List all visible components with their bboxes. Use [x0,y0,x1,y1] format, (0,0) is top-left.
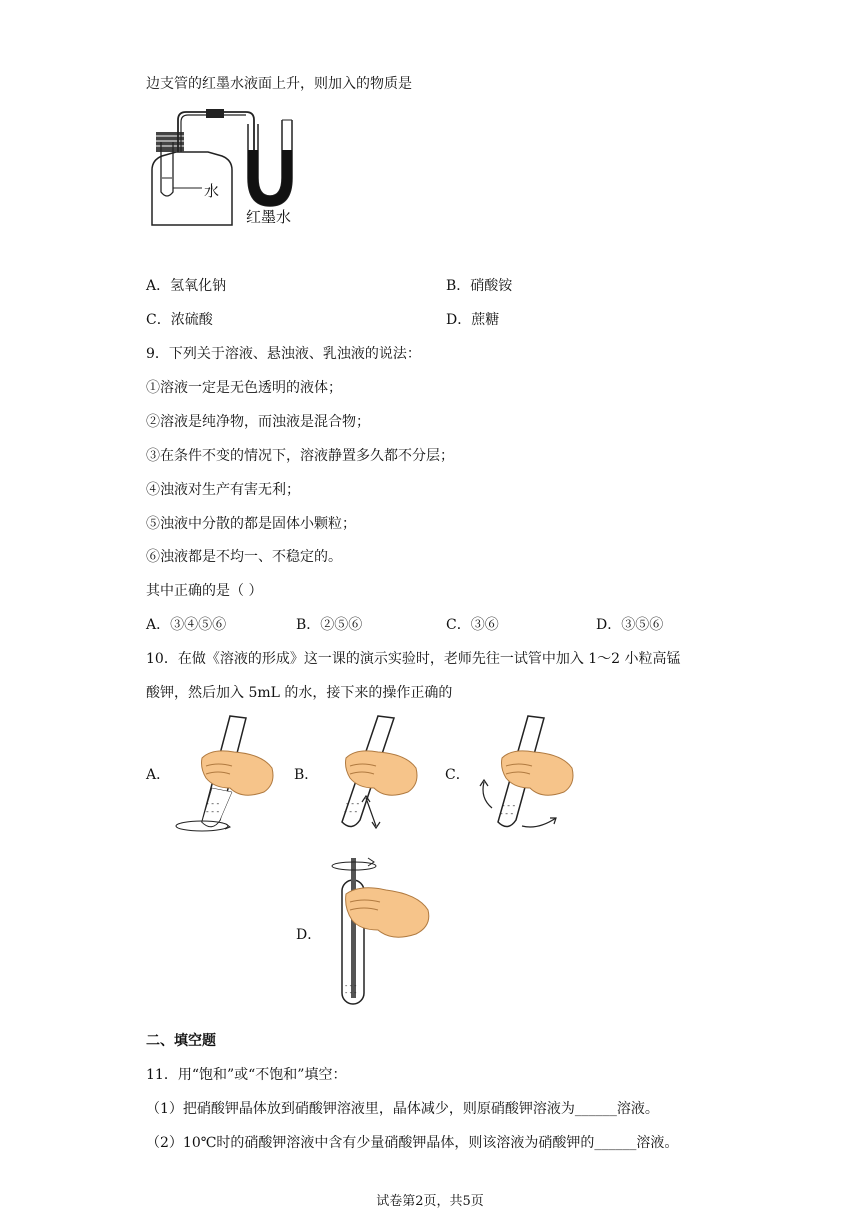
option-letter: B． [446,278,471,294]
shake-arrow-icon [366,798,376,826]
option-letter: A． [146,278,171,294]
page-footer: 试卷第2页，共5页 [376,1194,484,1209]
option-text: 氢氧化钠 [170,278,227,294]
q10-figure-d [316,854,436,1010]
rubber-connector [206,109,224,118]
q11-stem: 11．用“饱和”或“不饱和”填空： [146,1067,347,1083]
q9-item-3: ③在条件不变的情况下，溶液静置多久都不分层； [146,448,454,464]
q10-figure-b [316,708,426,838]
svg-text:- - -: - - - [345,982,357,990]
q9-stem: 9．下列关于溶液、悬浊液、乳浊液的说法： [146,346,421,362]
q10-stem-line-2: 酸钾，然后加入 5mL 的水，接下来的操作正确的 [146,685,453,701]
q10-option-c-letter[interactable]: C． [445,767,470,783]
option-text: ③⑤⑥ [621,617,664,633]
svg-text:- - -: - - - [346,799,360,808]
svg-text:- - -: - - - [344,807,358,816]
red-ink-label: 红墨水 [246,208,292,226]
glass-rod [351,858,356,998]
q9-item-2: ②溶液是纯净物，而浊液是混合物； [146,414,370,430]
q11-sub-2: （2）10℃时的硝酸钾溶液中含有少量硝酸钾晶体，则该溶液为硝酸钾的______溶液。 [146,1135,679,1151]
q9-item-5: ⑤浊液中分散的都是固体小颗粒； [146,516,356,532]
q9-option-d[interactable] [596,616,663,634]
option-text: ③④⑤⑥ [170,617,227,633]
option-letter: B． [296,617,321,633]
q11-sub-1: （1）把硝酸钾晶体放到硝酸钾溶液里，晶体减少，则原硝酸钾溶液为______溶液。 [146,1101,659,1117]
option-letter: C． [446,617,471,633]
option-letter: C． [146,312,171,328]
q9-item-4: ④浊液对生产有害无利； [146,482,300,498]
svg-text:- - -: - - - [206,799,220,808]
q10-stem-line-1: 10．在做《溶液的形成》这一课的演示实验时，老师先往一试管中加入 1～2 小粒高锰 [146,651,681,667]
q9-option-b[interactable] [296,616,362,634]
q9-ask: 其中正确的是（ ） [146,583,263,599]
red-ink-liquid [248,150,292,206]
q8-option-a[interactable] [146,277,226,295]
q10-option-a-letter[interactable]: A． [146,767,171,783]
q8-stem-end: 边支管的红墨水液面上升，则加入的物质是 [146,76,412,92]
water-label: 水 [204,182,220,200]
svg-text:- - -: - - - [500,809,514,818]
q10-figure-a [172,708,282,838]
option-text: 硝酸铵 [470,278,513,294]
q10-figure-c [472,708,592,838]
option-text: 蔗糖 [471,312,500,328]
q10-option-d-letter[interactable]: D． [296,927,322,943]
q8-option-d[interactable] [446,311,499,329]
q9-item-6: ⑥浊液都是不均一、不稳定的。 [146,549,342,565]
q10-option-b-letter[interactable]: B． [294,767,319,783]
option-letter: A． [146,617,171,633]
svg-text:- - -: - - - [502,801,516,810]
option-letter: D． [446,312,472,328]
q9-option-a[interactable] [146,616,226,634]
option-text: ③⑥ [470,617,499,633]
q8-option-b[interactable] [446,277,512,295]
q8-option-c[interactable] [146,311,213,329]
option-text: ②⑤⑥ [320,617,363,633]
svg-text:- - -: - - - [345,989,357,997]
option-letter: D． [596,617,622,633]
q9-item-1: ①溶液一定是无色透明的液体； [146,380,342,396]
q9-option-c[interactable] [446,616,499,634]
section-title: 二、填空题 [146,1033,216,1049]
rubber-stopper [156,132,184,152]
svg-text:- - -: - - - [206,807,220,816]
option-text: 浓硫酸 [170,312,213,328]
